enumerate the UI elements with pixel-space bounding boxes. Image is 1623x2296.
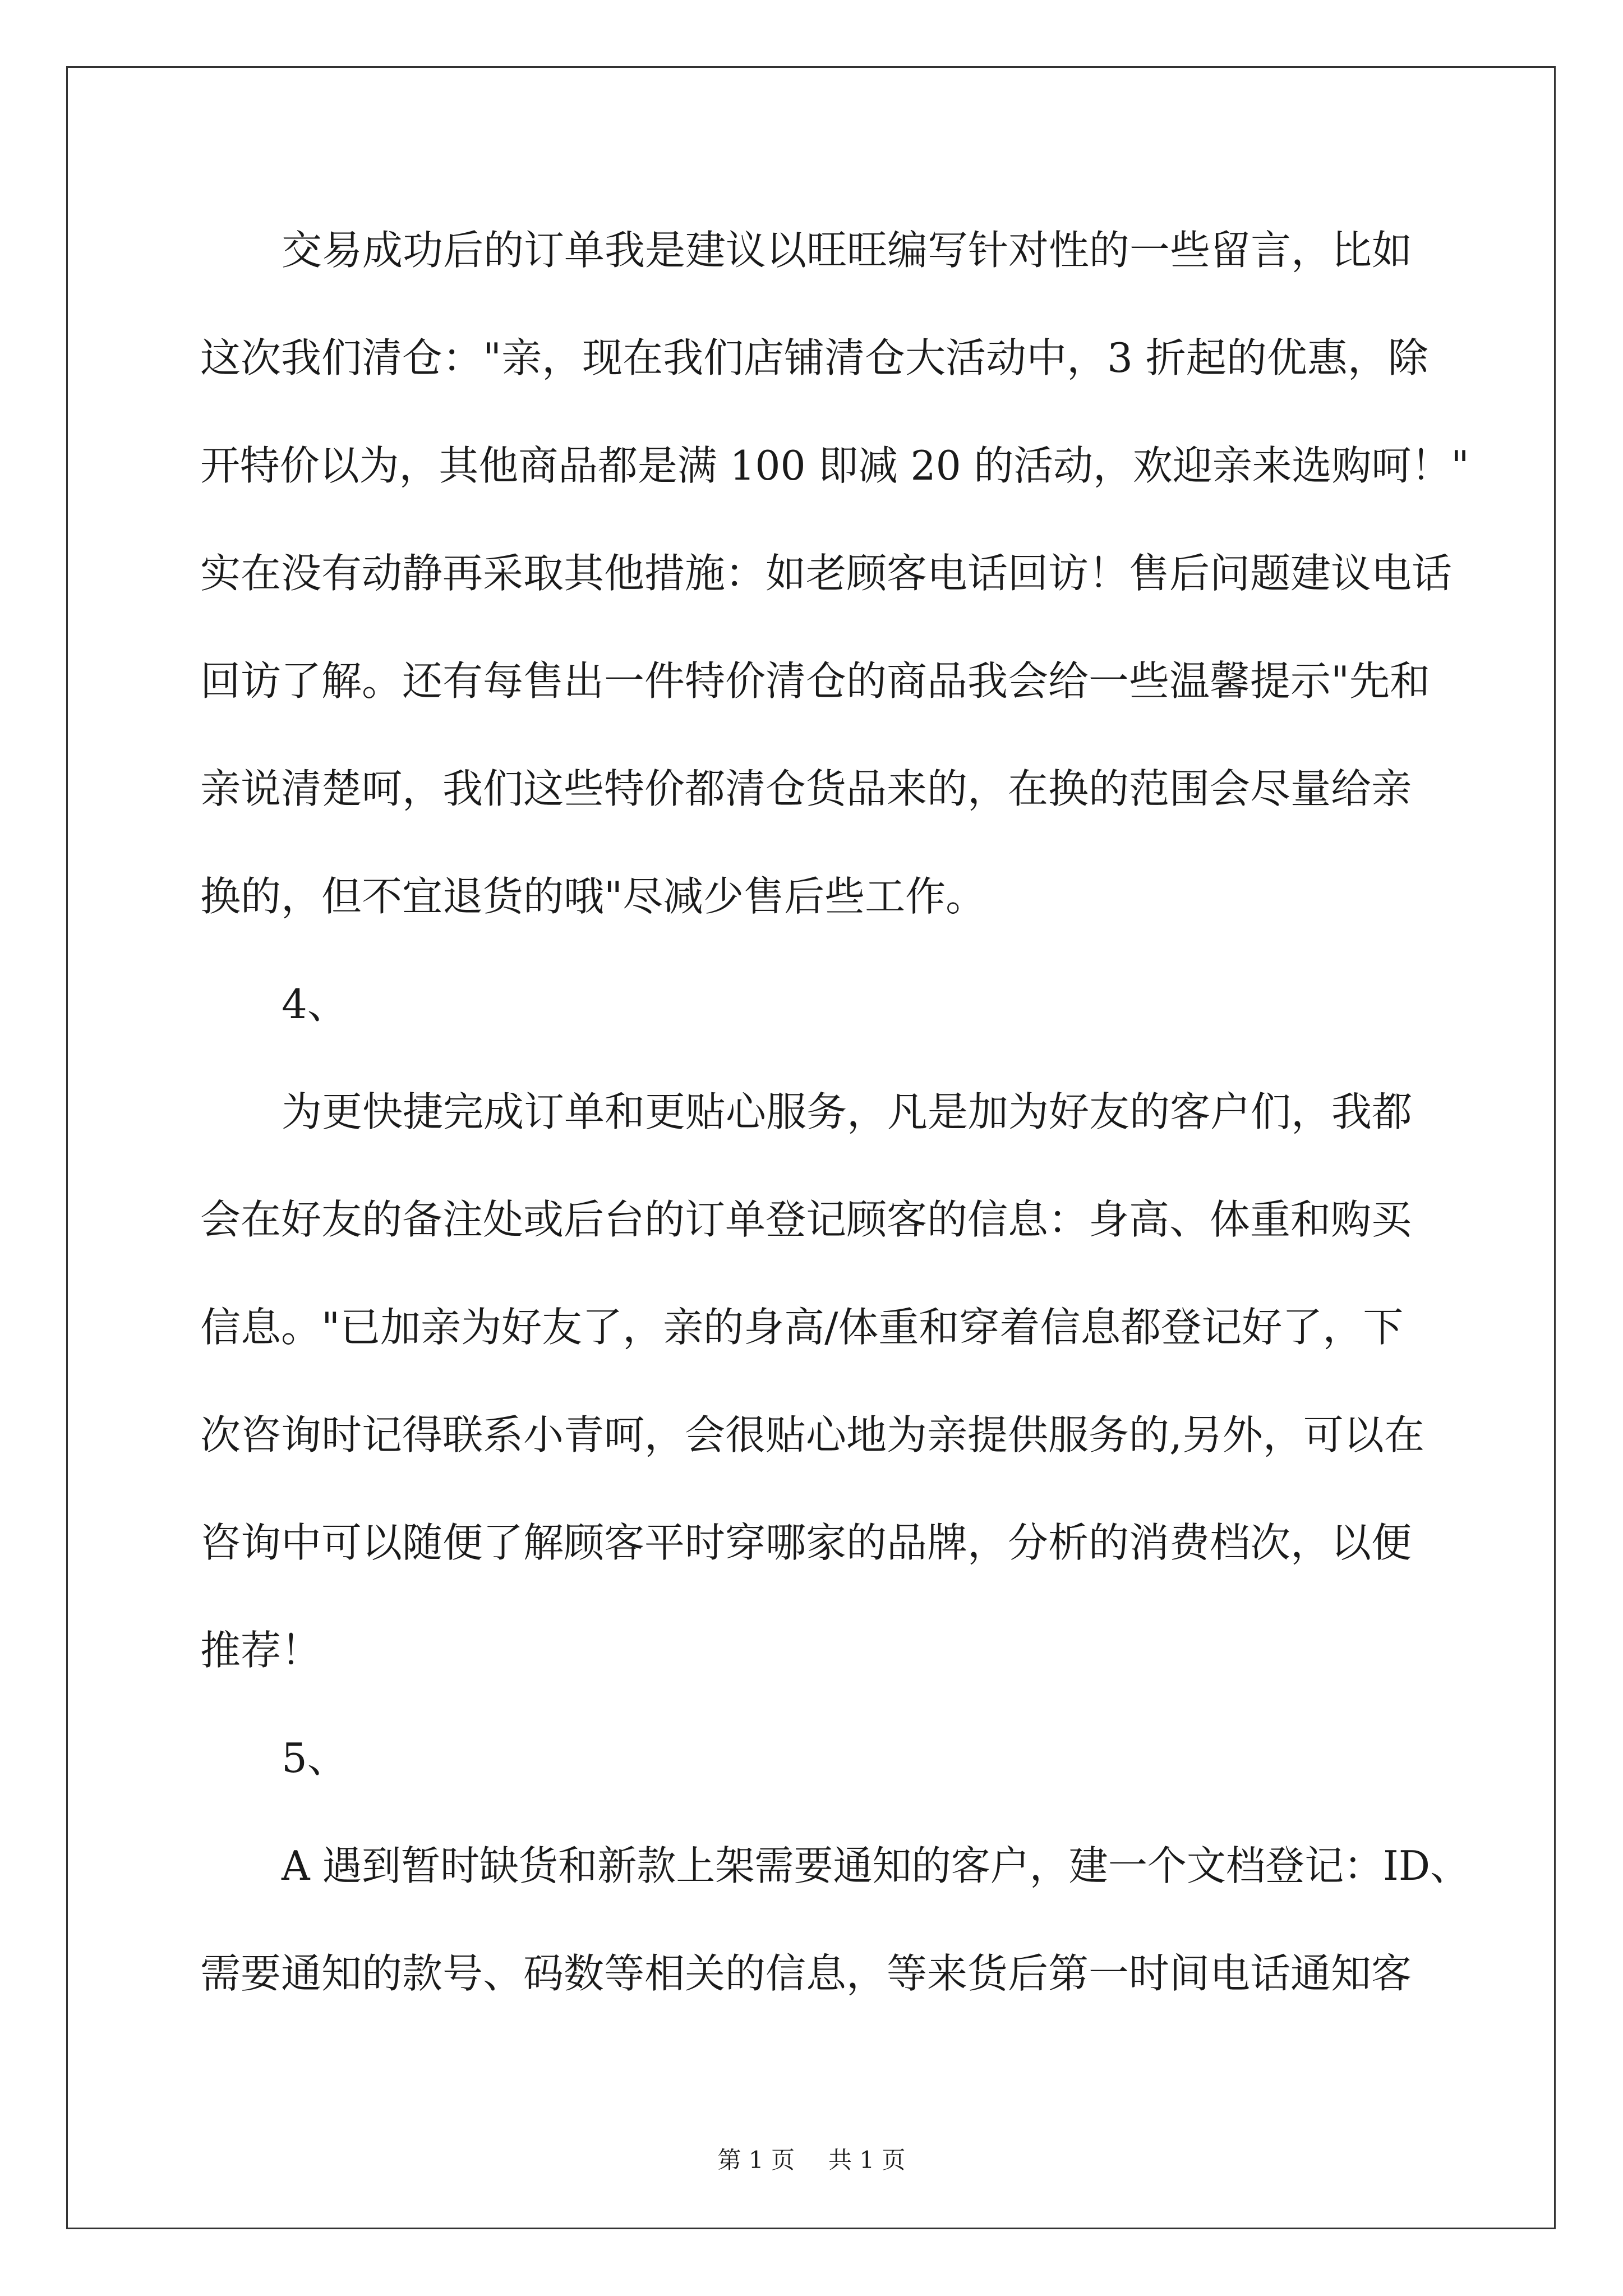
text-line: 推荐！ bbox=[200, 1627, 322, 1674]
page-footer bbox=[0, 2142, 1623, 2175]
text-line: 交易成功后的订单我是建议以旺旺编写针对性的一些留言，比如 bbox=[282, 227, 1413, 274]
text-line: 实在没有动静再采取其他措施：如老顾客电话回访！售后问题建议电话 bbox=[200, 550, 1453, 597]
text-line: 次咨询时记得联系小青呵，会很贴心地为亲提供服务的,另外，可以在 bbox=[200, 1411, 1424, 1458]
page-current: 第 1 页 bbox=[717, 2146, 795, 2174]
text-line: 亲说清楚呵，我们这些特价都清仓货品来的，在换的范围会尽量给亲 bbox=[200, 765, 1412, 812]
page-border bbox=[66, 66, 1556, 2229]
text-line: A 遇到暂时缺货和新款上架需要通知的客户，建一个文档登记：ID、 bbox=[282, 1842, 1470, 1889]
text-line: 这次我们清仓："亲，现在我们店铺清仓大活动中，3 折起的优惠，除 bbox=[200, 334, 1428, 381]
text-line: 会在好友的备注处或后台的订单登记顾客的信息：身高、体重和购买 bbox=[200, 1196, 1412, 1243]
text-line: 咨询中可以随便了解顾客平时穿哪家的品牌，分析的消费档次，以便 bbox=[200, 1519, 1412, 1566]
text-line: 信息。"已加亲为好友了，亲的身高/体重和穿着信息都登记好了，下 bbox=[200, 1304, 1404, 1351]
text-line: 需要通知的款号、码数等相关的信息，等来货后第一时间电话通知客 bbox=[200, 1950, 1412, 1997]
text-line: 开特价以为，其他商品都是满 100 即减 20 的活动，欢迎亲来选购呵！" bbox=[200, 442, 1469, 489]
page-total: 共 1 页 bbox=[828, 2146, 906, 2174]
text-line: 回访了解。还有每售出一件特价清仓的商品我会给一些温馨提示"先和 bbox=[200, 657, 1431, 705]
section-number: 4、 bbox=[282, 981, 348, 1028]
text-line: 换的，但不宜退货的哦"尽减少售后些工作。 bbox=[200, 873, 986, 920]
text-line: 为更快捷完成订单和更贴心服务，凡是加为好友的客户们，我都 bbox=[282, 1088, 1413, 1135]
section-number: 5、 bbox=[282, 1734, 348, 1782]
